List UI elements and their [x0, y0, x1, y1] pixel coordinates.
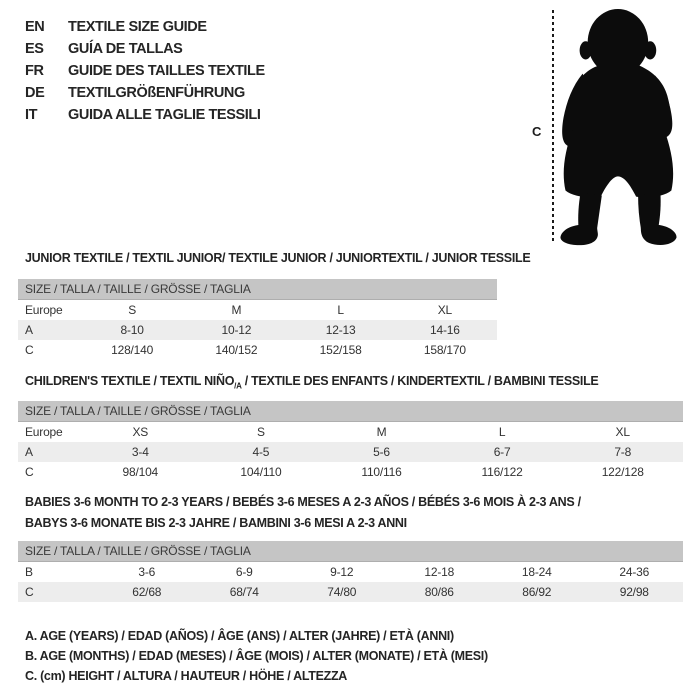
table-row — [18, 582, 683, 602]
size-cell: 12-18 — [424, 565, 455, 579]
table-row — [18, 320, 497, 340]
size-cell: 3-4 — [80, 442, 201, 462]
table-row — [18, 300, 497, 321]
language-row — [25, 38, 265, 60]
language-row — [25, 104, 265, 126]
size-cell: 9-12 — [330, 565, 354, 579]
size-cell: 128/140 — [111, 343, 154, 357]
children-section-heading — [25, 374, 598, 391]
size-cell: 7-8 — [562, 442, 683, 462]
language-title: GUIDA ALLE TAGLIE TESSILI — [68, 107, 261, 123]
size-cell: XS — [132, 425, 149, 439]
row-label: A — [18, 442, 80, 462]
size-cell: 6-9 — [235, 565, 253, 579]
legend-notes — [25, 626, 488, 686]
language-row — [25, 16, 265, 38]
heading-line: BABYS 3-6 MONATE BIS 2-3 JAHRE / BAMBINI 3-6 MESI A 2-3 ANNI — [25, 516, 407, 530]
size-cell: S — [128, 303, 137, 317]
row-label: B — [25, 565, 33, 579]
language-list — [25, 16, 265, 126]
size-cell: 74/80 — [293, 582, 391, 602]
size-cell: XL — [615, 425, 630, 439]
language-title: TEXTILGRÖßENFÜHRUNG — [68, 85, 245, 101]
size-cell: 14-16 — [393, 320, 497, 340]
legend-note-a: A. AGE (YEARS) / EDAD (AÑOS) / ÂGE (ANS) / ALTER (JAHRE) / ETÀ (ANNI) — [25, 629, 454, 643]
size-header-band: SIZE / TALLA / TAILLE / GRÖSSE / TAGLIA — [18, 401, 683, 422]
size-cell: 12-13 — [289, 320, 393, 340]
size-cell: 3-6 — [138, 565, 156, 579]
heading-line: BABIES 3-6 MONTH TO 2-3 YEARS / BEBÉS 3-6 MESES A 2-3 AÑOS / BÉBÉS 3-6 MOIS À 2-3 ANS / — [25, 495, 581, 509]
language-code: EN — [25, 19, 45, 35]
size-cell: 140/152 — [215, 343, 258, 357]
legend-note-b: B. AGE (MONTHS) / EDAD (MESES) / ÂGE (MOIS) / ALTER (MONATE) / ETÀ (MESI) — [25, 649, 488, 663]
legend-note-c: C. (cm) HEIGHT / ALTURA / HAUTEUR / HÖHE / ALTEZZA — [25, 669, 348, 683]
row-label: Europe — [25, 303, 63, 317]
size-cell: 110/116 — [361, 465, 402, 479]
size-cell: 86/92 — [488, 582, 586, 602]
table-row — [18, 442, 683, 462]
size-cell: M — [376, 425, 387, 439]
size-cell: 80/86 — [391, 582, 489, 602]
size-cell: 24-36 — [619, 565, 650, 579]
language-code: FR — [25, 63, 44, 79]
babies-size-table — [18, 541, 683, 602]
row-label: C — [25, 465, 34, 479]
table-row — [18, 562, 683, 583]
size-cell: 98/104 — [122, 465, 159, 479]
size-cell: 4-5 — [201, 442, 322, 462]
size-cell: L — [498, 425, 506, 439]
size-header-band: SIZE / TALLA / TAILLE / GRÖSSE / TAGLIA — [18, 279, 497, 300]
children-size-table — [18, 401, 683, 482]
size-cell: XL — [437, 303, 453, 317]
language-row — [25, 60, 265, 82]
table-row — [18, 340, 497, 360]
size-cell: 68/74 — [196, 582, 294, 602]
size-cell: M — [231, 303, 242, 317]
height-measure-label: C — [532, 124, 542, 139]
size-cell: 116/122 — [481, 465, 523, 479]
size-cell: 152/158 — [319, 343, 362, 357]
row-label: A — [18, 320, 80, 340]
height-measure-dashed-line — [552, 10, 554, 244]
toddler-silhouette-icon — [556, 5, 698, 247]
size-cell: 92/98 — [586, 582, 684, 602]
heading-text: CHILDREN'S TEXTILE / TEXTIL NIÑO — [25, 374, 235, 388]
size-cell: S — [256, 425, 265, 439]
size-header-band: SIZE / TALLA / TAILLE / GRÖSSE / TAGLIA — [18, 541, 683, 562]
row-label: C — [18, 582, 98, 602]
size-cell: 6-7 — [442, 442, 563, 462]
table-row — [18, 462, 683, 482]
size-cell: 18-24 — [521, 565, 552, 579]
table-row — [18, 422, 683, 443]
row-label: Europe — [25, 425, 63, 439]
row-label: C — [25, 343, 34, 357]
language-title: GUÍA DE TALLAS — [68, 41, 183, 57]
babies-section-heading — [25, 492, 581, 534]
size-cell: 8-10 — [80, 320, 184, 340]
language-code: IT — [25, 107, 38, 123]
size-cell: 158/170 — [423, 343, 466, 357]
heading-text: / TEXTILE DES ENFANTS / KINDERTEXTIL / BAMBINI TESSILE — [241, 374, 599, 388]
size-cell: L — [337, 303, 344, 317]
size-cell: 10-12 — [184, 320, 288, 340]
language-row — [25, 82, 265, 104]
size-cell: 122/128 — [601, 465, 644, 479]
language-title: TEXTILE SIZE GUIDE — [68, 19, 207, 35]
language-code: ES — [25, 41, 44, 57]
junior-size-table — [18, 279, 497, 360]
junior-section-heading: JUNIOR TEXTILE / TEXTIL JUNIOR/ TEXTILE JUNIOR / JUNIORTEXTIL / JUNIOR TESSILE — [25, 251, 531, 265]
size-cell: 104/110 — [240, 465, 282, 479]
language-code: DE — [25, 85, 45, 101]
language-title: GUIDE DES TAILLES TEXTILE — [68, 63, 265, 79]
heading-subscript: /A — [234, 381, 242, 391]
size-cell: 5-6 — [321, 442, 442, 462]
size-cell: 62/68 — [98, 582, 196, 602]
